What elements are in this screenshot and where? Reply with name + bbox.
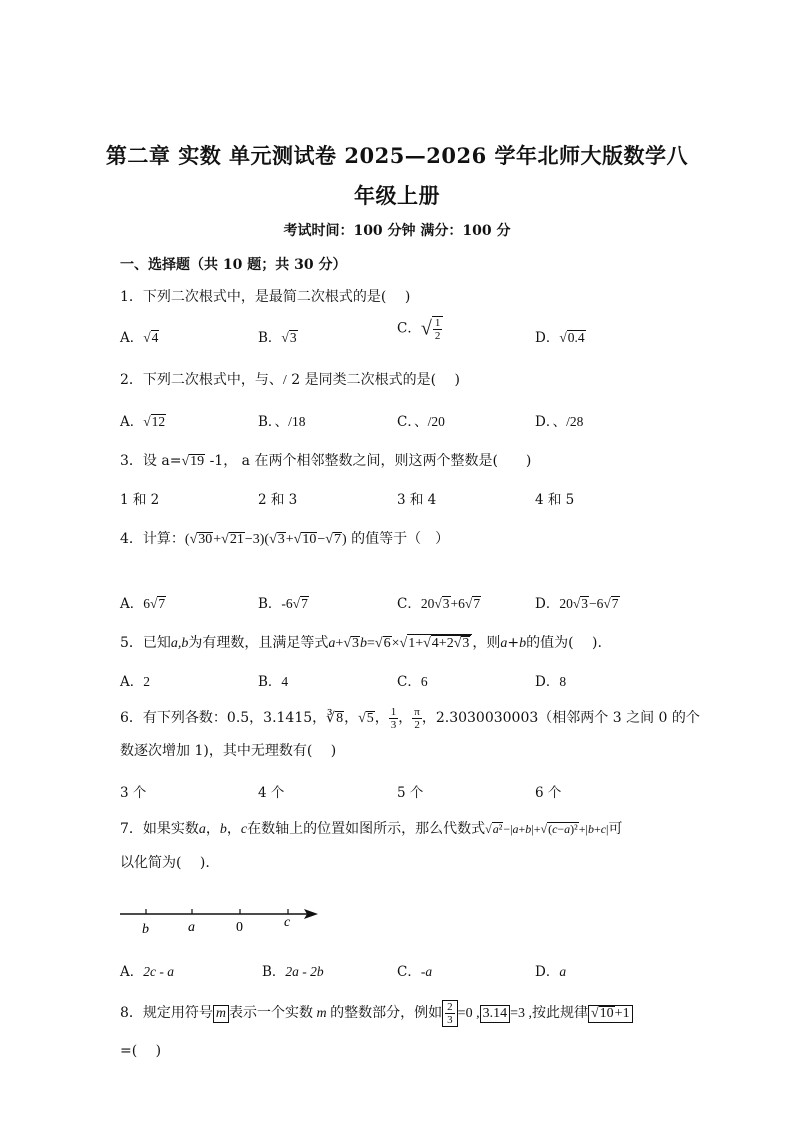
q1-option-a: A．√4 [120, 330, 159, 346]
q2-option-c: C．、/20 [397, 414, 445, 430]
number-line-figure [118, 902, 328, 942]
q4-option-d: D．20√3−6√7 [535, 596, 619, 612]
q6-option-a: 3 个 [120, 785, 147, 801]
q2-option-d: D．、/28 [535, 414, 584, 430]
q3-option-b: 2 和 3 [258, 492, 298, 508]
page-title-line2: 年级上册 [354, 183, 440, 208]
question-8-line2: =( ) [120, 1043, 162, 1059]
q3-option-d: 4 和 5 [535, 492, 575, 508]
q1-option-b: B．√3 [258, 330, 297, 346]
q7-option-a: A．2c - a [120, 964, 174, 980]
section-heading: 一、选择题（共 10 题；共 30 分） [120, 257, 347, 273]
q5-option-a: A．2 [120, 674, 150, 690]
question-4-stem: 4．计算：(√30+√21−3)(√3+√10−√7) 的值等于（ ） [120, 531, 450, 547]
question-7-line2: 以化简为( ). [120, 855, 210, 871]
question-7-stem: 7．如果实数a，b，c在数轴上的位置如图所示，那么代数式√a²−|a+b|+√(c−a)²+|b+c|可 [120, 821, 623, 837]
q4-option-a: A．6√7 [120, 596, 166, 612]
q3-option-c: 3 和 4 [397, 492, 437, 508]
q5-option-d: D．8 [535, 674, 567, 690]
question-6-line2: 数逐次增加 1)，其中无理数有( ) [120, 743, 337, 759]
q6-option-c: 5 个 [397, 785, 424, 801]
q5-option-b: B．4 [258, 674, 289, 690]
axis-label-b: b [142, 922, 149, 937]
q4-option-b: B．-6√7 [258, 596, 308, 612]
exam-info: 考试时间：100 分钟 满分：100 分 [283, 223, 511, 239]
q2-option-a: A．√12 [120, 414, 166, 430]
q7-option-c: C．-a [397, 964, 433, 980]
q6-option-b: 4 个 [258, 785, 285, 801]
q1-option-c: C．√ $\frac{1}{2}$ [397, 316, 443, 342]
axis-label-a: a [188, 920, 195, 935]
question-3-stem: 3．设 a=√19 -1， a 在两个相邻整数之间，则这两个整数是( ) [120, 453, 532, 469]
q7-option-d: D．a [535, 964, 567, 980]
question-5-stem: 5．已知a,b为有理数，且满足等式a+√3b=√6×√1+√4+2√3 ，则a+b的值为( ). [120, 635, 602, 651]
axis-label-0: 0 [236, 920, 243, 935]
question-2-stem: 2．下列二次根式中，与、/ 2 是同类二次根式的是( ) [120, 372, 460, 388]
question-1-stem: 1．下列二次根式中，是最简二次根式的是( ) [120, 289, 411, 305]
question-6-stem: 6．有下列各数：0.5，3.1415，∛8，√5， $\frac{1}{3}$ ， $\frac{\pi}{2}$ ，2.3030030003（相邻两个 3 之间 0 的个 [120, 706, 700, 732]
q6-option-d: 6 个 [535, 785, 562, 801]
axis-label-c: c [284, 915, 291, 930]
q5-option-c: C．6 [397, 674, 428, 690]
q4-option-c: C．20√3+6√7 [397, 596, 481, 612]
q7-option-b: B．2a - 2b [262, 964, 324, 980]
question-8-stem: 8．规定用符号 m 表示一个实数 m 的整数部分，例如 $\frac{2}{3}$ =0 , 3.14 =3 ,按此规律 √10+1 [120, 1000, 633, 1027]
q1-option-d: D．√0.4 [535, 330, 585, 346]
q2-option-b: B．、/18 [258, 414, 306, 430]
q3-option-a: 1 和 2 [120, 492, 160, 508]
page-title-line1: 第二章 实数 单元测试卷 2025—2026 学年北师大版数学八 [105, 143, 689, 168]
